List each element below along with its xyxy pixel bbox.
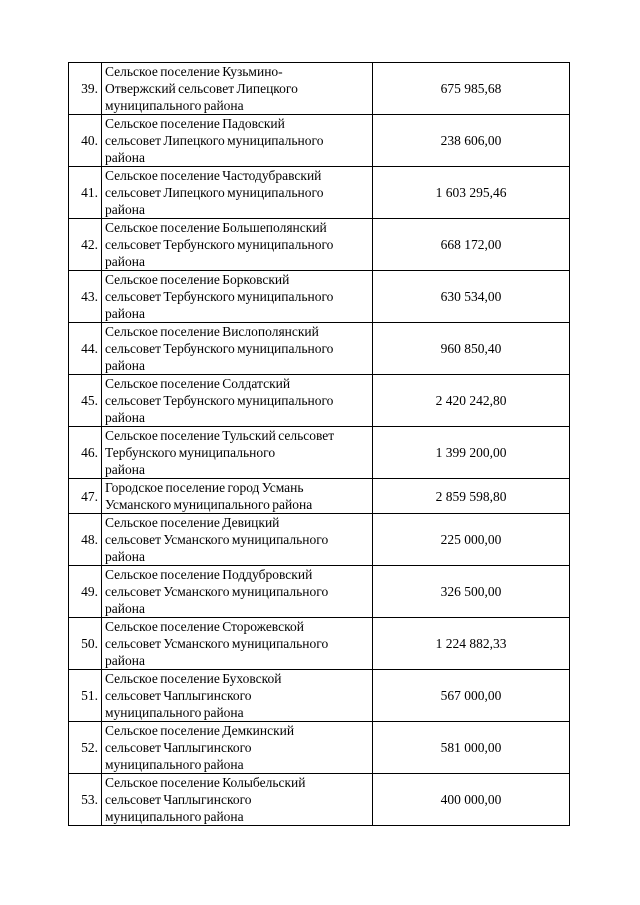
settlement-name-line: сельсовет Чаплыгинского xyxy=(105,792,252,807)
settlement-name xyxy=(102,375,373,427)
settlement-name xyxy=(102,774,373,826)
table-row xyxy=(69,670,570,722)
allocation-amount: 326 500,00 xyxy=(373,566,570,618)
table-row xyxy=(69,566,570,618)
settlement-name-line: района xyxy=(105,150,145,165)
allocation-amount: 567 000,00 xyxy=(373,670,570,722)
settlement-name-line: Городское поселение город Усмань xyxy=(105,480,304,495)
settlement-name-line: сельсовет Усманского муниципального xyxy=(105,584,329,599)
settlement-name-line: Сельское поселение Кузьмино- xyxy=(105,64,283,79)
settlement-name-line: муниципального района xyxy=(105,705,244,720)
settlement-name-line: сельсовет Липецкого муниципального xyxy=(105,185,324,200)
table-row xyxy=(69,774,570,826)
table-row xyxy=(69,115,570,167)
settlement-name-line: района xyxy=(105,462,145,477)
allocation-amount: 2 420 242,80 xyxy=(373,375,570,427)
row-number: 40. xyxy=(69,115,102,167)
settlement-name-line: Сельское поселение Демкинский xyxy=(105,723,295,738)
settlement-name xyxy=(102,479,373,514)
allocation-amount: 2 859 598,80 xyxy=(373,479,570,514)
allocation-amount: 1 224 882,33 xyxy=(373,618,570,670)
settlement-name-line: района xyxy=(105,653,145,668)
allocation-amount: 581 000,00 xyxy=(373,722,570,774)
settlement-name xyxy=(102,323,373,375)
settlement-name-line: Сельское поселение Борковский xyxy=(105,272,290,287)
table-row xyxy=(69,514,570,566)
settlement-name xyxy=(102,167,373,219)
table-row xyxy=(69,479,570,514)
settlement-name-line: района xyxy=(105,410,145,425)
row-number: 45. xyxy=(69,375,102,427)
settlement-name-line: Сельское поселение Вислополянский xyxy=(105,324,319,339)
allocation-amount: 960 850,40 xyxy=(373,323,570,375)
row-number: 42. xyxy=(69,219,102,271)
allocation-amount: 668 172,00 xyxy=(373,219,570,271)
settlement-name-line: района xyxy=(105,306,145,321)
settlement-name-line: Сельское поселение Падовский xyxy=(105,116,285,131)
settlement-name-line: района xyxy=(105,202,145,217)
row-number: 52. xyxy=(69,722,102,774)
settlement-name-line: муниципального района xyxy=(105,98,244,113)
row-number: 47. xyxy=(69,479,102,514)
settlement-name-line: муниципального района xyxy=(105,757,244,772)
settlement-name-line: сельсовет Чаплыгинского xyxy=(105,688,252,703)
row-number: 44. xyxy=(69,323,102,375)
row-number: 53. xyxy=(69,774,102,826)
allocation-amount: 225 000,00 xyxy=(373,514,570,566)
row-number: 39. xyxy=(69,63,102,115)
table-row xyxy=(69,63,570,115)
settlement-name-line: сельсовет Тербунского муниципального xyxy=(105,393,334,408)
settlement-name xyxy=(102,427,373,479)
allocation-amount: 238 606,00 xyxy=(373,115,570,167)
settlement-name-line: сельсовет Тербунского муниципального xyxy=(105,341,334,356)
settlement-name-line: района xyxy=(105,254,145,269)
settlement-name-line: Сельское поселение Колыбельский xyxy=(105,775,306,790)
settlement-name-line: Сельское поселение Тульский сельсовет xyxy=(105,428,335,443)
table-row xyxy=(69,722,570,774)
table-row xyxy=(69,375,570,427)
allocation-table xyxy=(68,62,570,826)
settlement-name-line: Сельское поселение Частодубравский xyxy=(105,168,322,183)
settlement-name-line: Сельское поселение Солдатский xyxy=(105,376,291,391)
settlement-name-line: сельсовет Чаплыгинского xyxy=(105,740,252,755)
settlement-name xyxy=(102,219,373,271)
settlement-name-line: Сельское поселение Поддубровский xyxy=(105,567,313,582)
settlement-name-line: Сельское поселение Большеполянский xyxy=(105,220,327,235)
allocation-table-body xyxy=(69,63,570,826)
settlement-name-line: Отвержский сельсовет Липецкого xyxy=(105,81,298,96)
settlement-name-line: Сельское поселение Сторожевской xyxy=(105,619,304,634)
settlement-name xyxy=(102,115,373,167)
settlement-name-line: сельсовет Усманского муниципального xyxy=(105,636,329,651)
allocation-amount: 675 985,68 xyxy=(373,63,570,115)
row-number: 43. xyxy=(69,271,102,323)
settlement-name xyxy=(102,514,373,566)
row-number: 51. xyxy=(69,670,102,722)
settlement-name-line: сельсовет Тербунского муниципального xyxy=(105,289,334,304)
settlement-name-line: Тербунского муниципального xyxy=(105,445,276,460)
settlement-name-line: Сельское поселение Девицкий xyxy=(105,515,280,530)
settlement-name xyxy=(102,670,373,722)
row-number: 41. xyxy=(69,167,102,219)
row-number: 49. xyxy=(69,566,102,618)
settlement-name xyxy=(102,722,373,774)
allocation-amount: 400 000,00 xyxy=(373,774,570,826)
settlement-name-line: Сельское поселение Буховской xyxy=(105,671,282,686)
allocation-amount: 1 399 200,00 xyxy=(373,427,570,479)
table-row xyxy=(69,167,570,219)
row-number: 50. xyxy=(69,618,102,670)
table-row xyxy=(69,427,570,479)
table-row xyxy=(69,618,570,670)
settlement-name-line: района xyxy=(105,601,145,616)
settlement-name-line: района xyxy=(105,358,145,373)
settlement-name xyxy=(102,566,373,618)
table-row xyxy=(69,271,570,323)
settlement-name-line: сельсовет Тербунского муниципального xyxy=(105,237,334,252)
settlement-name xyxy=(102,63,373,115)
row-number: 48. xyxy=(69,514,102,566)
settlement-name-line: Усманского муниципального района xyxy=(105,497,313,512)
settlement-name-line: сельсовет Липецкого муниципального xyxy=(105,133,324,148)
allocation-amount: 630 534,00 xyxy=(373,271,570,323)
settlement-name-line: сельсовет Усманского муниципального xyxy=(105,532,329,547)
allocation-amount: 1 603 295,46 xyxy=(373,167,570,219)
settlement-name-line: муниципального района xyxy=(105,809,244,824)
row-number: 46. xyxy=(69,427,102,479)
settlement-name xyxy=(102,271,373,323)
settlement-name-line: района xyxy=(105,549,145,564)
table-row xyxy=(69,323,570,375)
settlement-name xyxy=(102,618,373,670)
table-row xyxy=(69,219,570,271)
